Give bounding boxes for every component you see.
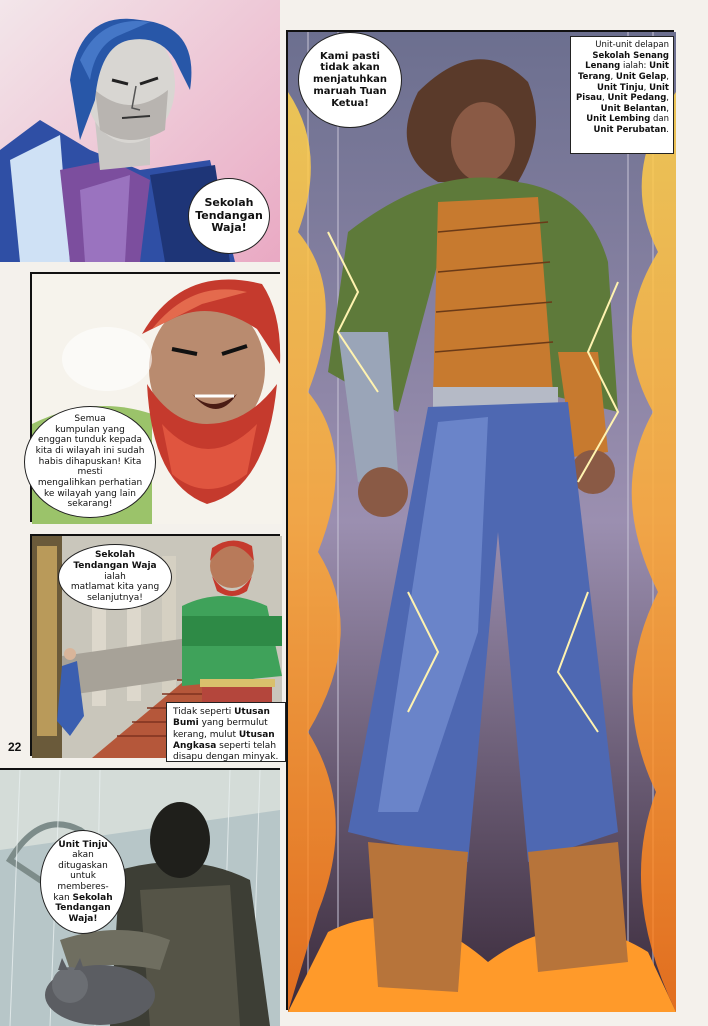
panel-3-speech-balloon: Sekolah Tendangan Waja ialah matlamat kita yang selanjutnya! [58,544,172,610]
panel-5 [286,30,674,1010]
panel-1 [0,0,280,262]
panel-5-art [288,32,676,1012]
panel-2-speech-balloon: Semua kumpulan yang enggan tunduk kepada kita di wilayah ini sudah habis dihapuskan! Kita mesti mengalihkan perhatian ke wilayah yang lain sekarang! [24,406,156,518]
panel-3-caption: Tidak seperti Utusan Bumi yang bermulut kerang, mulut Utusan Angkasa seperti telah disapu dengan minyak. [166,702,286,762]
panel-3 [30,534,280,762]
page-number: 22 [8,740,22,754]
panel-2 [30,272,280,522]
panel-5-speech-balloon: Kami pasti tidak akan menjatuhkan maruah Tuan Ketua! [298,32,402,128]
panel-4 [0,768,280,1024]
panel-4-speech-balloon: Unit Tinju akan ditugaskan untuk memberes- kan Sekolah Tendangan Waja! [40,830,126,934]
panel-1-speech-balloon: Sekolah Tendangan Waja! [188,178,270,254]
panel-5-caption: Unit-unit delapan Sekolah Senang Lenang ialah: Unit Terang, Unit Gelap, Unit Tinju, Unit Pisau, Unit Pedang, Unit Belantan, Unit Lembing dan Unit Perubatan. [570,36,674,154]
